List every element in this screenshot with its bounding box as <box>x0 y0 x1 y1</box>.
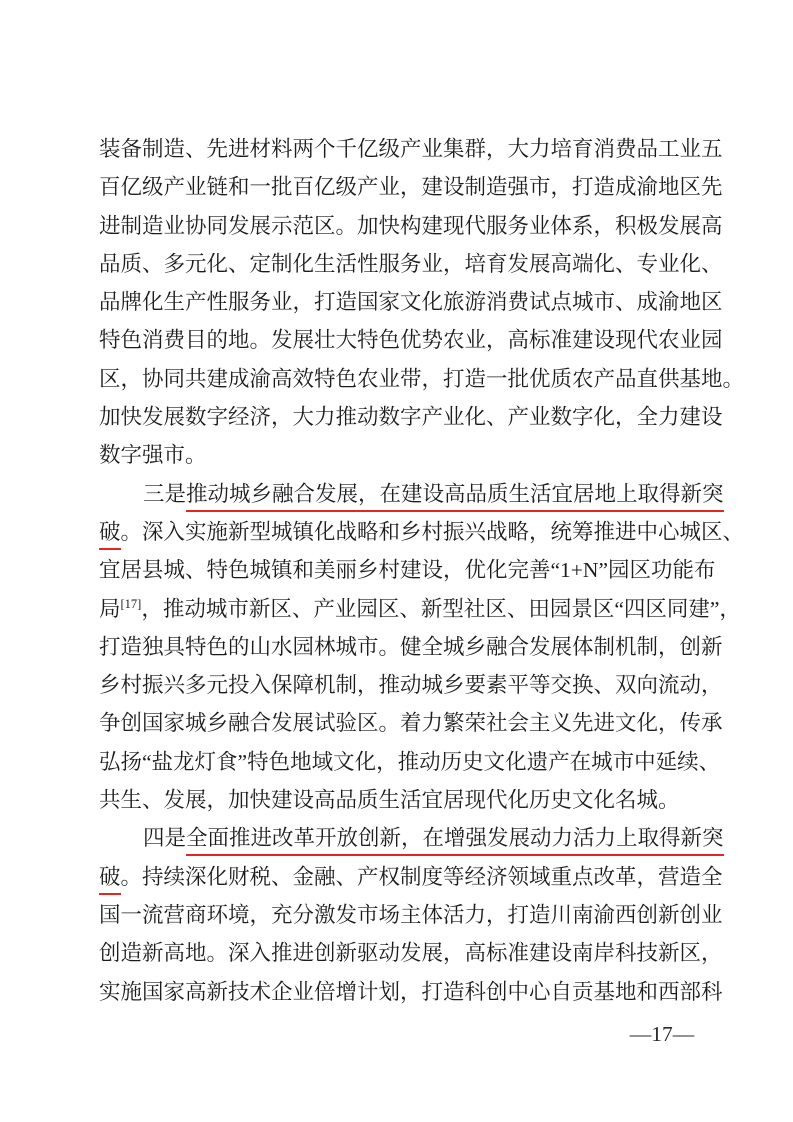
body-text: 区，协同共建成渝高效特色农业带，打造一批优质农产品直供基地。 <box>99 366 745 391</box>
document-body <box>99 130 745 1011</box>
text-line <box>99 628 723 666</box>
text-line <box>99 590 741 628</box>
emphasized-text: 推动城乡融合发展，在建设高品质生活宜居地上取得新突 <box>186 482 724 512</box>
body-text: 四是 <box>143 826 187 851</box>
body-text: 弘扬“盐龙灯食”特色地域文化，推动历史文化遗产在城市中延续、 <box>99 749 721 774</box>
page-number: —17— <box>629 1022 695 1046</box>
text-line <box>99 551 716 589</box>
body-text: 局 <box>99 596 121 621</box>
body-text: 装备制造、先进材料两个千亿级产业集群，大力培育消费品工业五 <box>99 137 723 161</box>
body-text: 百亿级产业链和一批百亿级产业，建设制造强市，打造成渝地区先 <box>99 175 723 200</box>
text-line <box>99 398 723 436</box>
emphasized-text: 全面推进改革开放创新，在增强发展动力活力上取得新突 <box>186 826 724 856</box>
footnote-reference: [17] <box>120 596 142 611</box>
body-text: 争创国家城乡融合发展试验区。着力繁荣社会主义先进文化，传承 <box>99 711 723 736</box>
text-line <box>99 513 745 551</box>
body-text: 品质、多元化、定制化生活性服务业，培育发展高端化、专业化、 <box>99 251 723 276</box>
body-text: 宜居县城、特色城镇和美丽乡村建设，优化完善“1+N”园区功能布 <box>99 558 716 583</box>
text-line <box>99 436 706 474</box>
body-text: 。深入实施新型城镇化战略和乡村振兴战略，统筹推进中心城区、 <box>120 519 745 544</box>
text-line <box>99 934 723 972</box>
text-line <box>99 207 723 245</box>
text-line <box>99 168 723 206</box>
body-text: 实施国家高新技术企业倍增计划，打造科创中心自贡基地和西部科 <box>99 979 723 1004</box>
text-line <box>99 781 706 819</box>
text-line <box>99 283 723 321</box>
body-text: 进制造业协同发展示范区。加快构建现代服务业体系，积极发展高 <box>99 213 723 238</box>
text-line <box>99 973 723 1011</box>
text-line <box>99 321 723 359</box>
body-text: 加快发展数字经济，大力推动数字产业化、产业数字化，全力建设 <box>99 405 723 430</box>
body-text: 乡村振兴多元投入保障机制，推动城乡要素平等交换、双向流动， <box>99 673 723 698</box>
text-line <box>99 743 721 781</box>
text-line <box>99 245 723 283</box>
text-line <box>99 360 745 398</box>
emphasized-text: 破 <box>99 865 121 895</box>
emphasized-text: 破 <box>99 520 121 550</box>
text-line <box>99 130 723 168</box>
text-line <box>99 819 724 857</box>
text-line <box>99 704 723 742</box>
body-text: 特色消费目的地。发展壮大特色优势农业，高标准建设现代农业园 <box>99 328 723 353</box>
body-text: 打造独具特色的山水园林城市。健全城乡融合发展体制机制，创新 <box>99 634 723 659</box>
text-line <box>99 896 723 934</box>
body-text: 品牌化生产性服务业，打造国家文化旅游消费试点城市、成渝地区 <box>99 290 723 315</box>
body-text: 数字强市。 <box>99 443 207 468</box>
text-line <box>99 475 724 513</box>
body-text: 。持续深化财税、金融、产权制度等经济领域重点改革，营造全 <box>120 864 723 889</box>
body-text: 共生、发展，加快建设高品质生活宜居现代化历史文化名城。 <box>99 788 680 813</box>
text-line <box>99 858 723 896</box>
body-text: 创造新高地。深入推进创新驱动发展，高标准建设南岸科技新区， <box>99 941 723 966</box>
body-text: 国一流营商环境，充分激发市场主体活力，打造川南渝西创新创业 <box>99 902 723 927</box>
body-text: ，推动城市新区、产业园区、新型社区、田园景区“四区同建”， <box>141 596 741 621</box>
body-text: 三是 <box>143 481 187 506</box>
text-line <box>99 666 723 704</box>
